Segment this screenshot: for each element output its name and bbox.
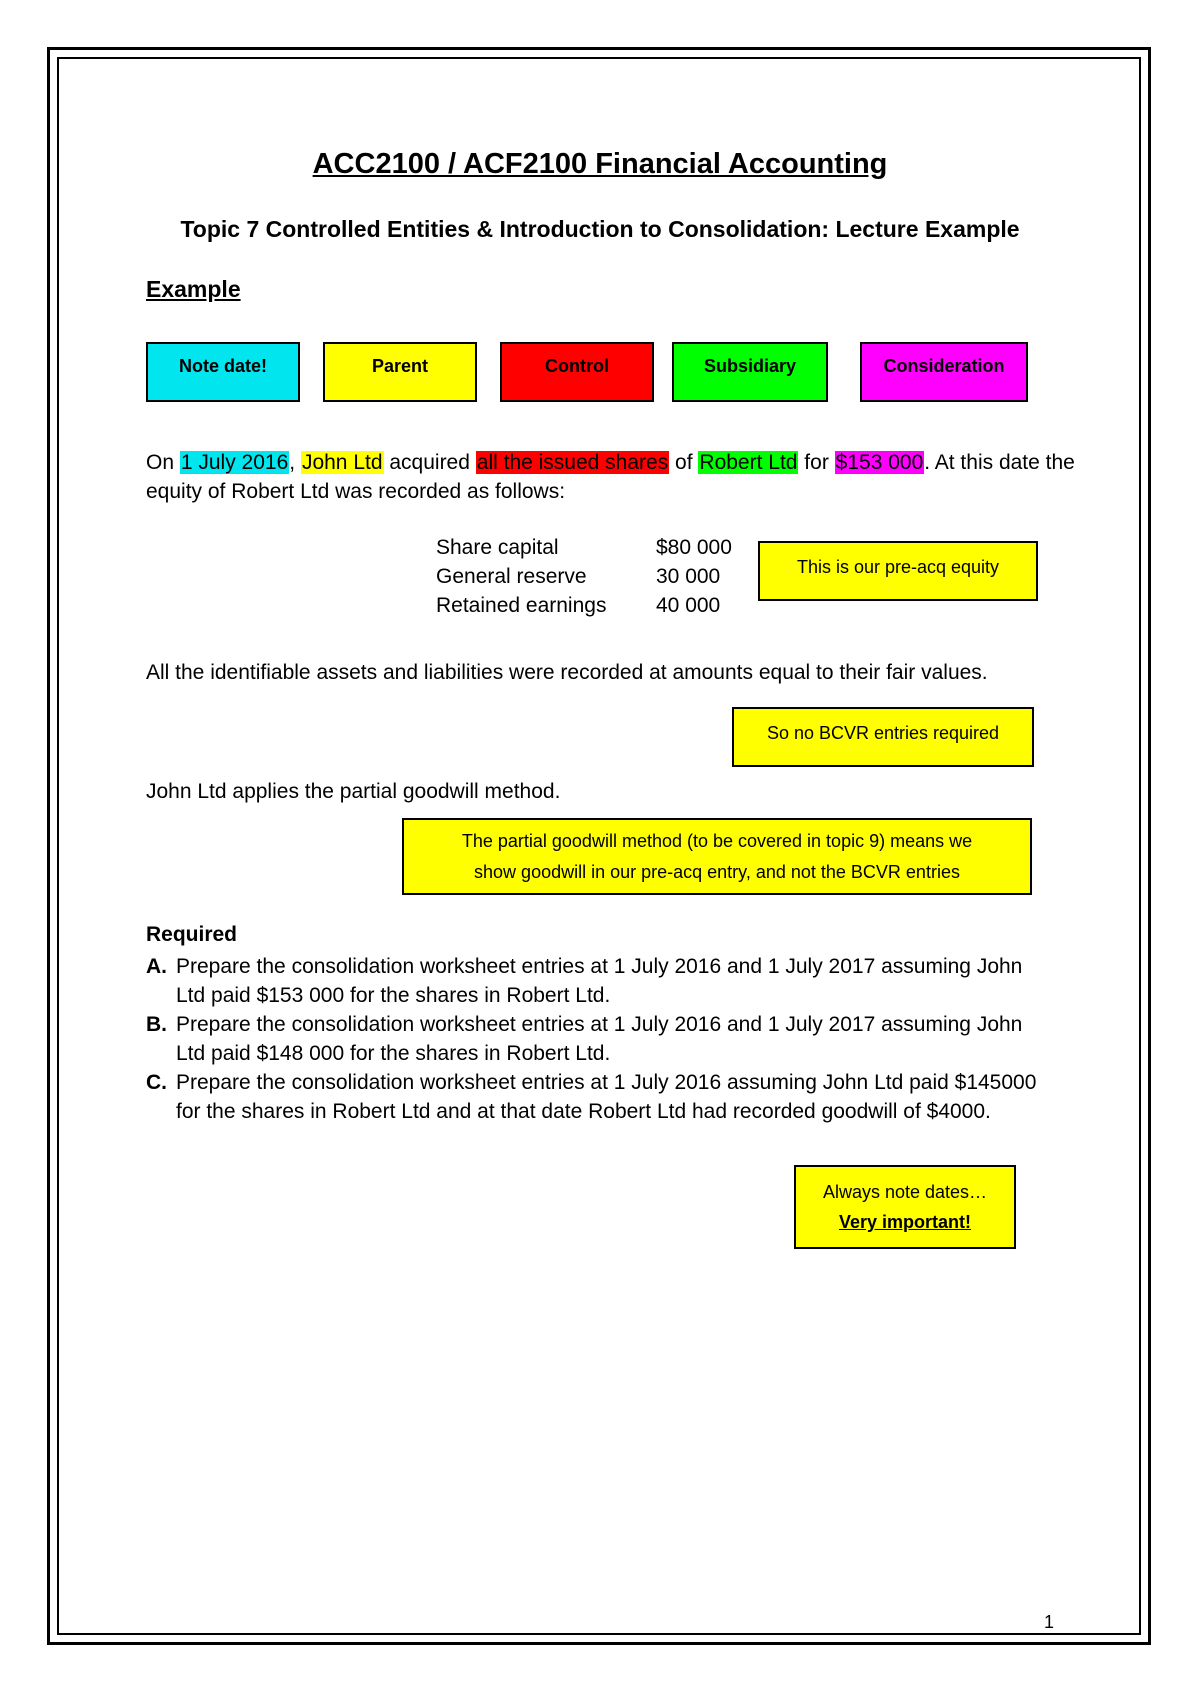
intro-paragraph	[146, 448, 1076, 506]
highlight-date: 1 July 2016	[180, 451, 289, 474]
item-text: Prepare the consolidation worksheet entries at 1 July 2016 assuming John Ltd paid $145000 for the shares in Robert Ltd and at that date Robert Ltd had recorded goodwill of $4000.	[176, 1071, 1037, 1123]
note-line-emphasis: Very important!	[838, 1212, 972, 1232]
equity-row	[436, 533, 732, 562]
page-number: 1	[1044, 1612, 1055, 1632]
equity-row	[436, 562, 732, 591]
required-heading: Required	[146, 923, 238, 946]
legend-control: Control	[500, 342, 654, 402]
highlight-consideration: $153 000	[835, 451, 924, 474]
note-partial-goodwill	[402, 818, 1032, 895]
highlight-control: all the issued shares	[476, 451, 669, 474]
equity-table	[436, 533, 732, 620]
item-letter: A.	[146, 955, 167, 978]
equity-label: Retained earnings	[436, 594, 607, 617]
item-text: Prepare the consolidation worksheet entries at 1 July 2016 and 1 July 2017 assuming John Ltd paid $148 000 for the shares in Robert Ltd.	[176, 1013, 1023, 1065]
example-heading: Example	[146, 276, 241, 302]
item-letter: C.	[146, 1071, 167, 1094]
highlight-parent: John Ltd	[301, 451, 383, 474]
item-text: Prepare the consolidation worksheet entries at 1 July 2016 and 1 July 2017 assuming John Ltd paid $153 000 for the shares in Robert Ltd.	[176, 955, 1023, 1007]
note-always-note-dates	[794, 1165, 1016, 1249]
intro-text: acquired	[383, 451, 476, 474]
intro-text: ,	[289, 451, 301, 474]
document-subtitle: Topic 7 Controlled Entities & Introduction to Consolidation: Lecture Example	[180, 216, 1020, 242]
note-line: The partial goodwill method (to be covered in topic 9) means we	[461, 831, 973, 851]
highlight-subsidiary: Robert Ltd	[699, 451, 798, 474]
required-item	[146, 952, 1046, 1010]
equity-row	[436, 591, 732, 620]
fair-value-text: All the identifiable assets and liabilities were recorded at amounts equal to their fair values.	[146, 661, 988, 684]
intro-text: On	[146, 451, 180, 474]
legend-note-date: Note date!	[146, 342, 300, 402]
legend-parent: Parent	[323, 342, 477, 402]
legend-subsidiary: Subsidiary	[672, 342, 828, 402]
equity-value: 40 000	[656, 594, 721, 617]
legend-consideration: Consideration	[860, 342, 1028, 402]
note-bcvr: So no BCVR entries required	[732, 707, 1034, 767]
equity-value: $80 000	[656, 536, 732, 559]
goodwill-method-text: John Ltd applies the partial goodwill method.	[146, 780, 561, 803]
equity-label: Share capital	[436, 536, 559, 559]
required-item	[146, 1068, 1046, 1126]
intro-text: for	[798, 451, 835, 474]
note-line: show goodwill in our pre-acq entry, and not the BCVR entries	[474, 862, 960, 882]
item-letter: B.	[146, 1013, 167, 1036]
required-list	[146, 952, 1046, 1126]
note-pre-acq-equity: This is our pre-acq equity	[758, 541, 1038, 601]
equity-value: 30 000	[656, 565, 721, 588]
intro-text: of	[669, 451, 699, 474]
note-line: Always note dates…	[822, 1182, 988, 1202]
intro-text: . At this date the equity of Robert Ltd was recorded as follows:	[146, 451, 1075, 503]
document-title: ACC2100 / ACF2100 Financial Accounting	[312, 148, 888, 180]
required-item	[146, 1010, 1046, 1068]
equity-label: General reserve	[436, 565, 587, 588]
